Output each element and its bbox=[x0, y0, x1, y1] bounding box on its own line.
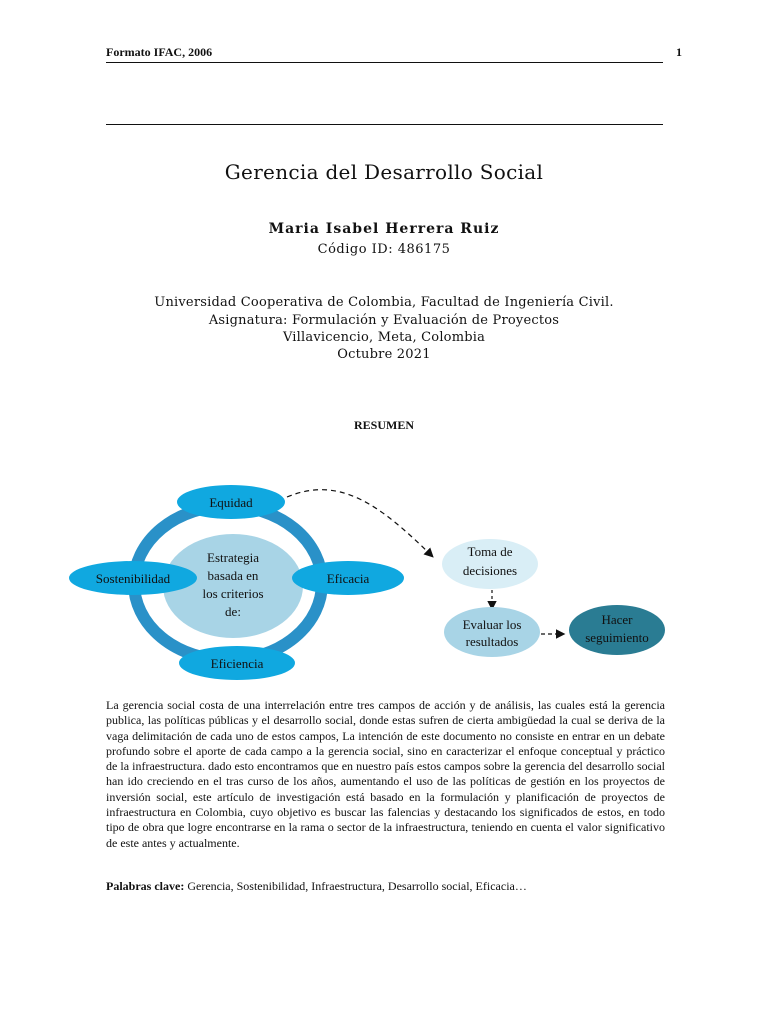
section-heading: RESUMEN bbox=[353, 418, 414, 432]
node-sostenibilidad-label: Sostenibilidad bbox=[95, 571, 171, 586]
affiliation-location: Villavicencio, Meta, Colombia bbox=[282, 330, 486, 345]
decision-label-line-2: decisiones bbox=[462, 563, 518, 578]
followup-label-line-2: seguimiento bbox=[585, 630, 649, 645]
paper-title: Gerencia del Desarrollo Social bbox=[224, 160, 544, 184]
center-label-line-4: de: bbox=[225, 604, 241, 619]
running-header: Formato IFAC, 2006 bbox=[106, 45, 213, 59]
decision-label-line-1: Toma de bbox=[467, 544, 513, 559]
evaluate-label-line-2: resultados bbox=[465, 634, 519, 649]
keywords-line bbox=[106, 879, 666, 894]
keywords-label: Palabras clave: bbox=[106, 879, 185, 893]
node-eficacia-label: Eficacia bbox=[326, 571, 370, 586]
page-number: 1 bbox=[676, 45, 682, 59]
center-label-line-3: los criterios bbox=[202, 586, 264, 601]
node-eficiencia-label: Eficiencia bbox=[210, 656, 264, 671]
center-label-line-1: Estrategia bbox=[207, 550, 259, 565]
node-equidad-label: Equidad bbox=[209, 495, 253, 510]
affiliation-university: Universidad Cooperativa de Colombia, Facultad de Ingeniería Civil. bbox=[154, 295, 614, 310]
followup-label-line-1: Hacer bbox=[601, 612, 633, 627]
author-code: Código ID: 486175 bbox=[317, 242, 451, 257]
abstract-paragraph: La gerencia social costa de una interrelación entre tres campos de acción y de análisis, las cuales está la gerencia publica, las políticas públicas y el desarrollo social, donde estas sufren de cierta ambigüedad la cual se deriva de la vaga delimitación de cada uno de estos campos, La intención de este documento no consiste en entrar en un debate profundo sobre el aporte de cada campo a la gerencia social, sino en caracterizar el enfoque conceptual y práctico de la infraestructura. dado esto encontramos que en nuestro país estos campos sobre la gerencia del desarrollo social han ido creciendo en el tras curso de los años, aumentando el uso de las políticas de gestión en los proyectos de inversión social, este artículo de investigación está basado en la formulación y planificación de proyectos de infraestructura en Colombia, cuyo objetivo es buscar las falencias y destacando los significados de estos, en todo tipo de obra que logre encontrarse en la rama o sector de la infraestructura, teniendo en cuenta el valor significativo de este antes y actualmente. bbox=[106, 698, 665, 850]
evaluate-node bbox=[444, 607, 540, 657]
evaluate-label-line-1: Evaluar los bbox=[462, 617, 522, 632]
affiliation-course: Asignatura: Formulación y Evaluación de Proyectos bbox=[208, 313, 560, 328]
keywords-text: Gerencia, Sostenibilidad, Infraestructura, Desarrollo social, Eficacia… bbox=[187, 879, 527, 893]
affiliation-date: Octubre 2021 bbox=[337, 347, 431, 362]
center-label-line-2: basada en bbox=[207, 568, 259, 583]
author-name: Maria Isabel Herrera Ruiz bbox=[268, 221, 500, 237]
